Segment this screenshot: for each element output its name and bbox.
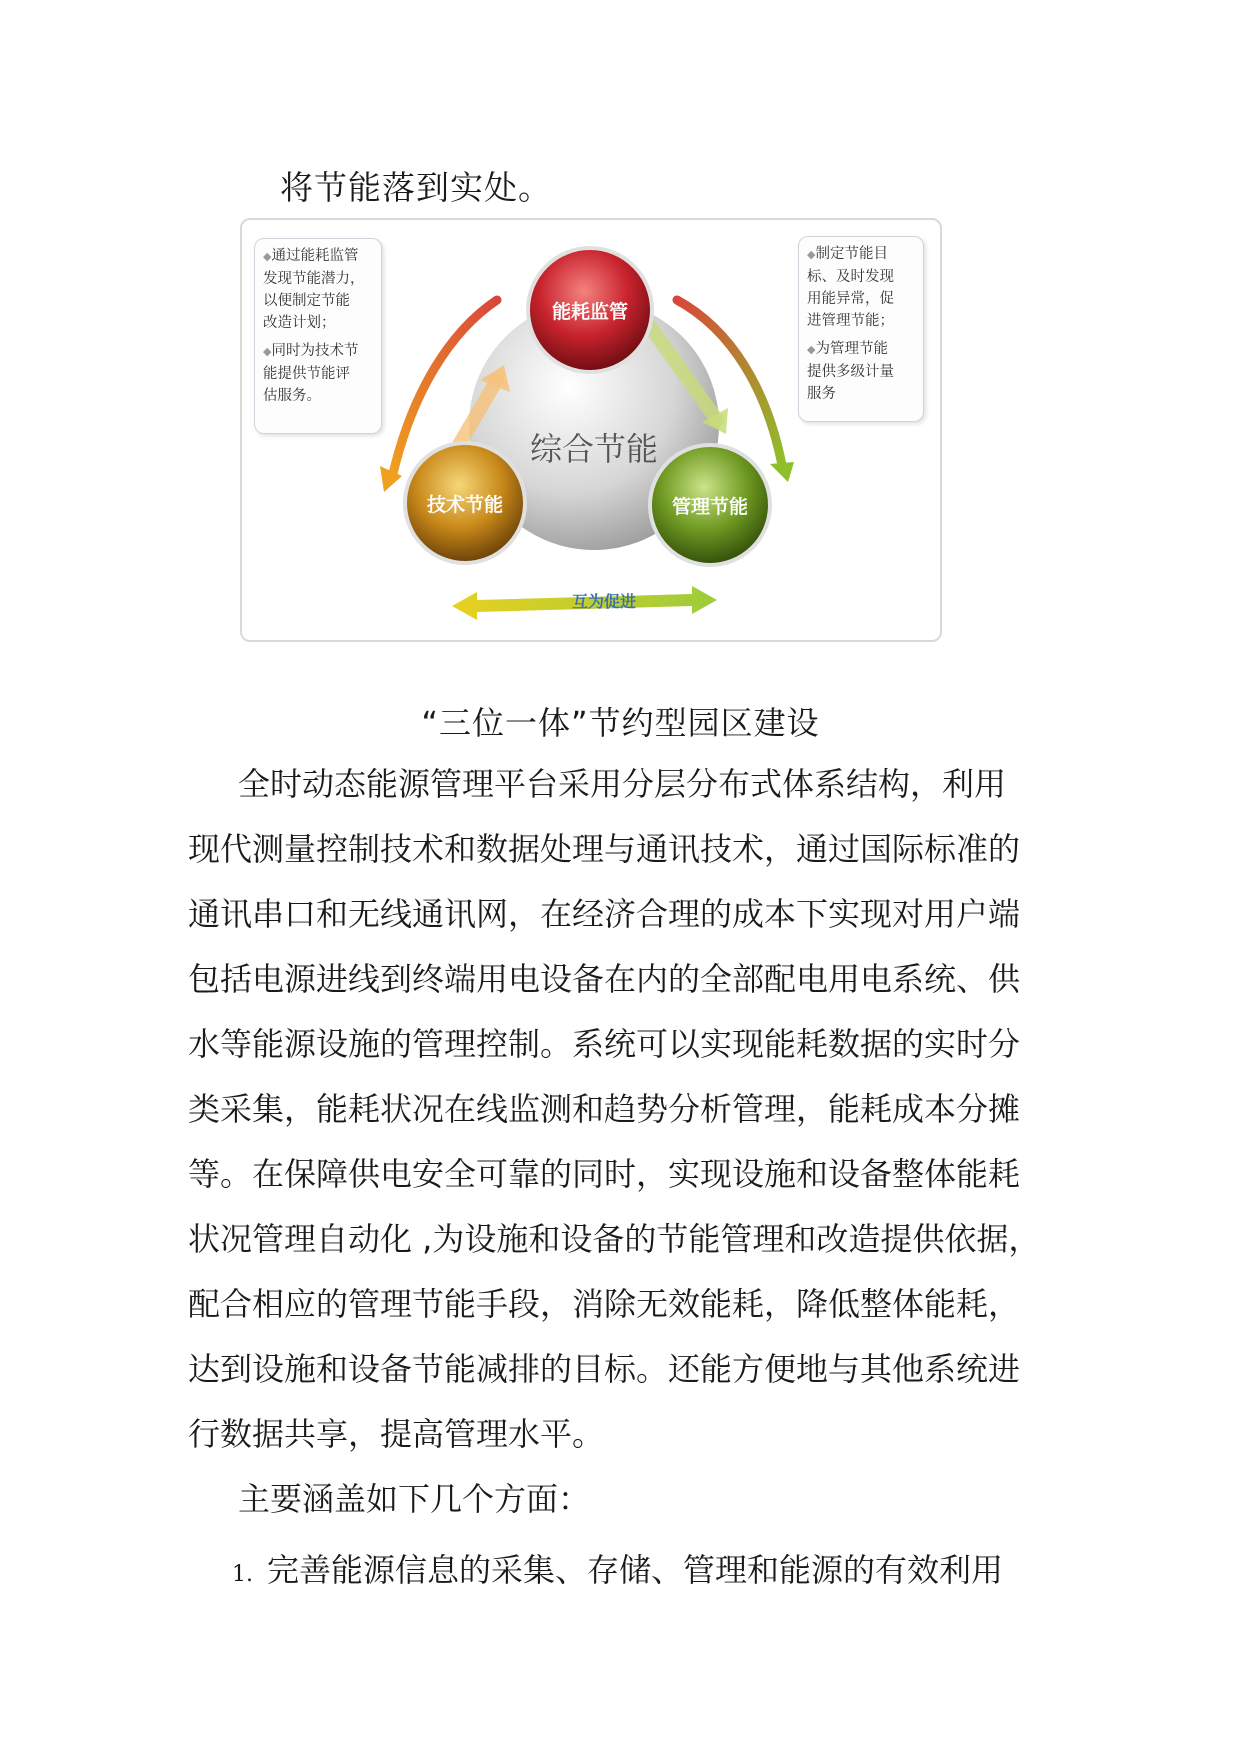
bullet-icon: ◆ — [807, 248, 816, 261]
paragraph-line: 类采集，能耗状况在线监测和趋势分析管理，能耗成本分摊 — [188, 1090, 1021, 1128]
note-line: 发现节能潜力， — [263, 271, 365, 287]
left-node-label: 技术节能 — [426, 494, 504, 516]
note-line: 提供多级计量 — [807, 364, 894, 380]
right-note — [798, 236, 924, 422]
note-line: 服务 — [807, 386, 836, 402]
paragraph-line: 状况管理自动化 ,为设施和设备的节能管理和改造提供依据， — [188, 1220, 1041, 1258]
paragraph-line: 配合相应的管理节能手段，消除无效能耗，降低整体能耗， — [188, 1285, 1021, 1323]
paragraph-line: 等。在保障供电安全可靠的同时，实现设施和设备整体能耗 — [188, 1155, 1021, 1193]
top-node-label: 能耗监管 — [551, 301, 629, 323]
paragraph-line: 全时动态能源管理平台采用分层分布式体系结构，利用 — [238, 765, 1007, 803]
center-label: 综合节能 — [529, 430, 659, 468]
body-paragraph-1 — [188, 752, 1068, 1467]
triad-diagram — [240, 218, 942, 642]
list-number: 1. — [232, 1562, 253, 1587]
paragraph-line: 包括电源进线到终端用电设备在内的全部配电用电系统、供 — [188, 960, 1021, 998]
right-arrowhead — [770, 462, 794, 482]
paragraph-line: 现代测量控制技术和数据处理与通讯技术，通过国际标准的 — [188, 830, 1021, 868]
bottom-arrow-label: 互为促进 — [571, 592, 637, 611]
body-paragraph-2 — [188, 1467, 1068, 1532]
note-line: 为管理节能 — [815, 341, 888, 357]
list-item — [232, 1545, 1003, 1591]
note-line: 同时为技术节 — [271, 343, 359, 359]
note-line: 通过能耗监管 — [271, 248, 359, 264]
lead-line: 将节能落到实处。 — [280, 168, 552, 207]
note-line: 估服务。 — [263, 388, 321, 404]
note-line: 能提供节能评 — [263, 366, 350, 382]
note-line: 标、及时发现 — [807, 269, 894, 285]
paragraph-line: 水等能源设施的管理控制。系统可以实现能耗数据的实时分 — [188, 1025, 1021, 1063]
right-node-label: 管理节能 — [671, 496, 749, 518]
note-line: 制定节能目 — [815, 246, 888, 262]
left-note — [254, 238, 382, 434]
list-text: 完善能源信息的采集、存储、管理和能源的有效利用 — [267, 1551, 1004, 1589]
paragraph-line: 通讯串口和无线通讯网，在经济合理的成本下实现对用户端 — [188, 895, 1021, 933]
note-line: 用能异常，促 — [807, 291, 894, 307]
paragraph-line: 行数据共享，提高管理水平。 — [188, 1415, 605, 1453]
paragraph-line: 主要涵盖如下几个方面： — [238, 1480, 591, 1518]
paragraph-line: 达到设施和设备节能减排的目标。还能方便地与其他系统进 — [188, 1350, 1021, 1388]
figure-caption: “三位一体”节约型园区建设 — [421, 704, 820, 742]
bullet-icon: ◆ — [263, 345, 272, 358]
note-line: 进管理节能； — [807, 313, 894, 329]
note-line: 改造计划； — [263, 315, 336, 331]
bullet-icon: ◆ — [807, 343, 816, 356]
bullet-icon: ◆ — [263, 250, 272, 263]
note-line: 以便制定节能 — [263, 293, 350, 309]
